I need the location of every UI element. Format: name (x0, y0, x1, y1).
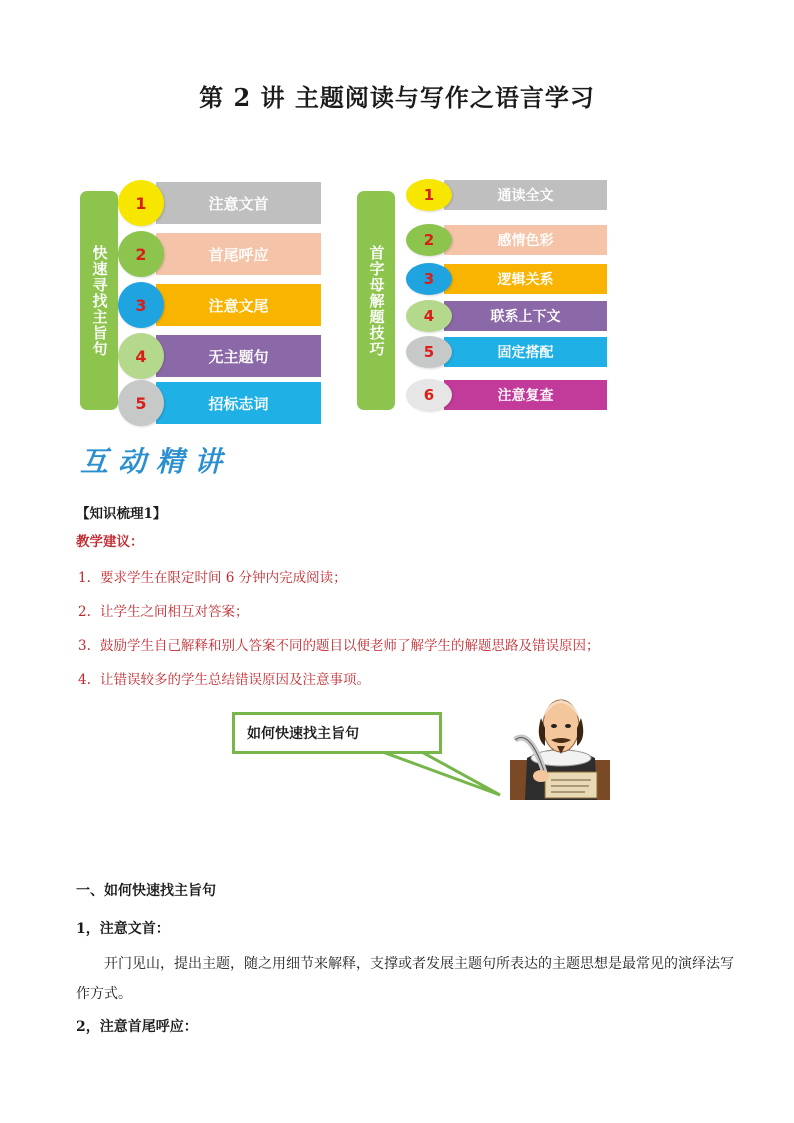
list-item (78, 600, 249, 620)
diagram-row-text: 逻辑关系 (497, 272, 554, 288)
diagram-row-number-text: 5 (423, 343, 435, 361)
section-heading: 互动精讲 (80, 445, 233, 478)
diagram-row-bar (156, 382, 321, 424)
diagram-row-number (406, 179, 452, 211)
diagram-row-number-text: 4 (423, 307, 435, 325)
list-item-text: 让学生之间相互对答案； (100, 604, 249, 620)
right-diagram-label-text: 首字母解题技巧 (367, 244, 386, 357)
diagram-row-number-text: 2 (423, 231, 435, 249)
list-item-number: 3. (78, 638, 91, 654)
diagram-row-text: 感情色彩 (497, 233, 554, 249)
diagram-row-number-text: 2 (135, 244, 147, 264)
diagram-row-number (406, 336, 452, 368)
list-item-number: 2. (78, 604, 91, 620)
diagram-row-bar (156, 284, 321, 326)
subheading-2: 2，注意首尾呼应： (76, 1019, 198, 1035)
diagram-row-number-text: 4 (135, 346, 147, 366)
callout-box (232, 712, 442, 754)
diagram-row-text: 联系上下文 (490, 309, 561, 325)
diagram-row-bar (156, 233, 321, 275)
left-diagram-label-text: 快速寻找主旨句 (90, 244, 109, 357)
list-item-number: 1. (78, 570, 91, 586)
diagram-row-text: 通读全文 (497, 188, 554, 204)
list-item (78, 566, 347, 586)
diagram-row-number (118, 333, 164, 379)
list-item-text: 鼓励学生自己解释和别人答案不同的题目以便老师了解学生的解题思路及错误原因； (100, 638, 600, 654)
diagram-row-number-text: 1 (423, 186, 435, 204)
knowledge-label: 【知识梳理1】 (76, 506, 167, 522)
diagram-row-number (406, 224, 452, 256)
diagram-row-bar (156, 182, 321, 224)
subheading-1: 1，注意文首： (76, 921, 170, 937)
right-diagram-label (357, 191, 395, 410)
diagram-row-number (406, 263, 452, 295)
diagram-row-number-text: 3 (423, 270, 435, 288)
list-item-number: 4. (78, 672, 91, 688)
shakespeare-illustration (505, 688, 615, 800)
diagram-row-text: 固定搭配 (497, 345, 554, 361)
teaching-label: 教学建议： (76, 534, 144, 550)
diagram-row-bar (444, 180, 607, 210)
diagram-row-bar (444, 337, 607, 367)
diagram-row-number (118, 380, 164, 426)
diagram-row-number (118, 231, 164, 277)
callout-text: 如何快速找主旨句 (247, 726, 359, 742)
diagram-row-text: 注意文尾 (208, 296, 269, 315)
diagram-row-bar (444, 264, 607, 294)
diagram-row-number (118, 180, 164, 226)
diagram-row-bar (156, 335, 321, 377)
diagram-row-number (118, 282, 164, 328)
paragraph-1-text: 开门见山，提出主题，随之用细节来解释，支撑或者发展主题句所表达的主题思想是最常见的演绎法写作方式。 (76, 956, 734, 1002)
diagram-row-bar (444, 301, 607, 331)
diagram-row-text: 无主题句 (208, 347, 269, 366)
part-heading: 一、如何快速找主旨句 (76, 883, 216, 899)
diagram-row-text: 首尾呼应 (208, 245, 269, 264)
diagram-row-number-text: 3 (135, 295, 147, 315)
list-item (78, 634, 600, 654)
diagram-row-text: 招标志词 (208, 394, 269, 413)
list-item-text: 让错误较多的学生总结错误原因及注意事项。 (100, 672, 370, 688)
diagram-row-bar (444, 380, 607, 410)
page-title: 第 2 讲 主题阅读与写作之语言学习 (199, 83, 595, 112)
diagram-row-number-text: 6 (423, 386, 435, 404)
diagram-row-text: 注意文首 (208, 194, 269, 213)
diagram-row-number (406, 379, 452, 411)
diagram-row-bar (444, 225, 607, 255)
diagram-row-text: 注意复查 (497, 388, 554, 404)
paragraph-1 (76, 949, 736, 1009)
diagram-row-number-text: 1 (135, 193, 147, 213)
diagram-row-number (406, 300, 452, 332)
diagram-row-number-text: 5 (135, 393, 147, 413)
list-item-text: 要求学生在限定时间 6 分钟内完成阅读； (100, 570, 347, 586)
left-diagram-label (80, 191, 118, 410)
list-item (78, 668, 370, 688)
